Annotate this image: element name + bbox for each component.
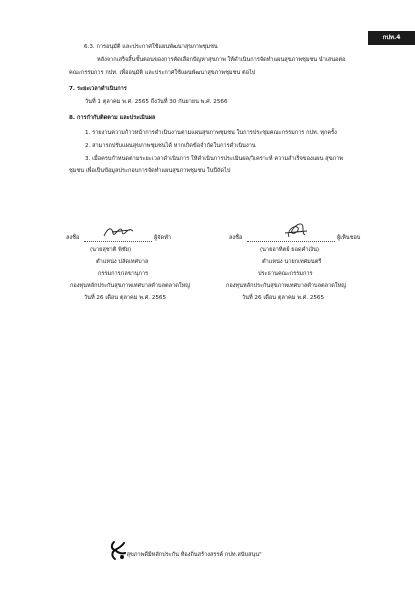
section-7-heading: 7. ระยะเวลาดำเนินการ [69, 86, 127, 92]
right-signature-line [247, 241, 335, 242]
form-code-badge: กปท.4 [368, 31, 415, 45]
right-signer-name: (นายอาทิตย์ ยอดคำเงิน) [260, 247, 320, 253]
left-sign-date: วันที่ 26 เดือน ตุลาคม พ.ศ. 2565 [84, 295, 167, 301]
left-signature-line [84, 241, 152, 242]
right-sign-date: วันที่ 26 เดือน ตุลาคม พ.ศ. 2565 [242, 295, 325, 301]
section-7-period: วันที่ 1 ตุลาคม พ.ศ. 2565 ถึงวันที่ 30 กันยายน พ.ศ. 2566 [85, 99, 228, 105]
right-role-suffix: ผู้เห็นชอบ [337, 235, 361, 241]
left-signer-name: (นายสุชาติ พิชัย) [90, 247, 132, 253]
right-sign-label: ลงชื่อ [229, 235, 243, 241]
left-signer-position: ตำแหน่ง ปลัดเทศบาล [96, 259, 149, 265]
left-signer-committee: กรรมการ/เลขานุการ [98, 271, 149, 277]
right-signer-position: ตำแหน่ง นายกเทศมนตรี [262, 259, 322, 265]
section-8-item1: 1. รายงานความก้าวหน้าการดำเนินงานตามแผนสุขภาพชุมชน ในการประชุมคณะกรรมการ กปท. ทุกครั้ง [85, 130, 337, 136]
right-handwritten-signature [283, 221, 311, 241]
left-role-suffix: ผู้จัดทำ [154, 235, 172, 241]
section-8-item3-line2: ชุมชน เพื่อเป็นข้อมูลประกอบการจัดทำแผนสุขภาพชุมชน ในปีถัดไป [69, 168, 231, 174]
section-8-heading: 8. การกำกับติดตาม และประเมินผล [69, 115, 156, 121]
section-63-line2: คณะกรรมการ กปท. เพื่ออนุมัติ และประกาศใช้แผนพัฒนาสุขภาพชุมชน ต่อไป [69, 70, 256, 76]
section-63-line1: หลังจากเสร็จสิ้นขั้นตอนของการคัดเลือกปัญหาสุขภาพ ให้ดำเนินการจัดทำแผนสุขภาพชุมชน นำเสนอต่อ [97, 57, 346, 63]
left-sign-label: ลงชื่อ [66, 235, 80, 241]
right-signer-committee: ประธานคณะกรรมการ [258, 271, 313, 277]
footer-slogan: "สุขภาพดีมีหลักประกัน ท้องถิ่นสร้างสรรค์ กปท.สนับสนุน" [124, 552, 262, 558]
left-handwritten-signature [100, 224, 140, 240]
left-fund-name: กองทุนหลักประกันสุขภาพเทศบาลตำบลตลาดใหญ่ [70, 283, 191, 289]
section-63-heading: 6.3. การอนุมัติ และประกาศใช้แผนพัฒนาสุขภาพชุมชน [84, 44, 218, 50]
section-8-item3-line1: 3. เมื่อครบกำหนดตามระยะเวลาดำเนินการ ให้ดำเนินการประเมินผล/วิเคราะห์ ความสำเร็จของแผน สุขภาพ [85, 156, 343, 162]
section-8-item2: 2. สามารถปรับแผนสุขภาพชุมชนได้ หากเกิดข้อจำกัดในการดำเนินงาน [85, 143, 256, 149]
right-fund-name: กองทุนหลักประกันสุขภาพเทศบาลตำบลตลาดใหญ่ [226, 283, 347, 289]
